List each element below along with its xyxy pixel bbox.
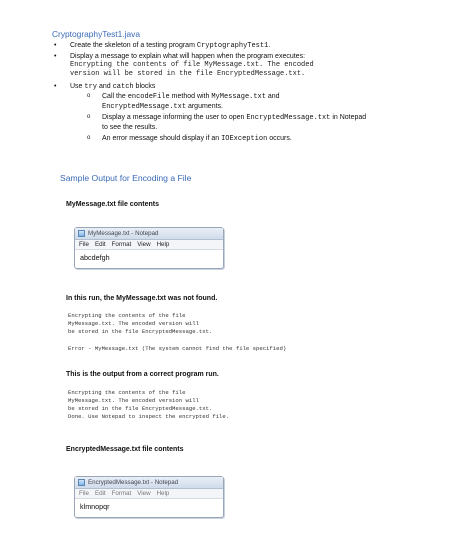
bullet-text: Use <box>70 83 85 90</box>
notepad-text-area[interactable]: klmnopqr <box>80 502 110 511</box>
notepad-window-encrypted <box>74 476 224 518</box>
subbullet-circle: o <box>87 93 91 99</box>
code-encryptedmessage: EncryptedMessage.txt <box>246 114 331 122</box>
code-ioexception: IOException <box>221 135 268 143</box>
document-title: CryptographyTest1.java <box>52 29 140 39</box>
bullet-try-catch <box>70 82 155 92</box>
console-line: be stored in the file EncryptedMessage.txt. <box>68 405 213 412</box>
menu-file[interactable]: File <box>79 241 89 248</box>
bullet-dot: • <box>54 83 57 90</box>
notepad-menubar <box>75 489 223 499</box>
bullet-dot: • <box>54 42 57 49</box>
notepad-window-mymessage <box>74 227 224 269</box>
code-class-name: CryptographyTest1 <box>196 42 269 50</box>
console-error-line: Error - MyMessage.txt (The system cannot find the file specified) <box>68 345 287 352</box>
subbullet-ioexception <box>102 134 292 144</box>
subbullet-text: in Notepad <box>330 114 367 121</box>
bullet-text: and <box>97 83 113 90</box>
menu-file[interactable]: File <box>79 490 89 497</box>
code-message-line-1: Encrypting the contents of file MyMessage.txt. The encoded <box>70 61 314 69</box>
console-line: Encrypting the contents of the file <box>68 312 186 319</box>
subbullet-text: method with <box>169 93 212 100</box>
menu-format[interactable]: Format <box>111 490 132 497</box>
subbullet-text: occurs. <box>267 135 292 142</box>
code-message-line-2: version will be stored in the file EncryptedMessage.txt. <box>70 70 306 78</box>
menu-help[interactable]: Help <box>156 490 170 497</box>
menu-view[interactable]: View <box>137 490 151 497</box>
bullet-text: Create the skeleton of a testing program <box>70 42 197 49</box>
subbullet-text: arguments. <box>186 103 223 110</box>
code-catch: catch <box>112 83 134 91</box>
bullet-text: . <box>268 42 271 49</box>
label-correct-run: This is the output from a correct program run. <box>66 371 219 378</box>
label-encrypted-contents: EncryptedMessage.txt file contents <box>66 446 184 453</box>
subbullet-text: and <box>265 93 280 100</box>
notepad-titlebar[interactable] <box>75 477 223 489</box>
label-not-found-run: In this run, the MyMessage.txt was not found. <box>66 295 218 302</box>
code-encodefile: encodeFile <box>127 93 170 101</box>
notepad-title: MyMessage.txt - Notepad <box>88 230 159 237</box>
console-done-line: Done. Use Notepad to inspect the encrypted file. <box>68 413 230 420</box>
bullet-create-skeleton <box>70 41 270 51</box>
notepad-titlebar[interactable] <box>75 228 223 240</box>
subbullet-text: An error message should display if an <box>102 135 222 142</box>
code-encryptedmessage: EncryptedMessage.txt <box>102 103 187 111</box>
console-line: MyMessage.txt. The encoded version will <box>68 320 199 327</box>
code-try: try <box>84 83 98 91</box>
code-mymessage: MyMessage.txt <box>211 93 266 101</box>
menu-view[interactable]: View <box>137 241 151 248</box>
console-line: Encrypting the contents of the file <box>68 389 186 396</box>
bullet-dot: • <box>54 53 57 60</box>
subbullet-open-notepad-line2: to see the results. <box>102 124 158 131</box>
section-heading: Sample Output for Encoding a File <box>60 173 192 183</box>
subbullet-call-encodefile <box>102 92 280 102</box>
menu-format[interactable]: Format <box>111 241 132 248</box>
subbullet-text: Display a message informing the user to open <box>102 114 247 121</box>
subbullet-circle: o <box>87 114 91 120</box>
notepad-app-icon <box>78 479 85 486</box>
notepad-menubar <box>75 240 223 250</box>
notepad-app-icon <box>78 230 85 237</box>
bullet-text: blocks <box>133 83 156 90</box>
subbullet-call-encodefile-line2 <box>102 102 223 112</box>
menu-edit[interactable]: Edit <box>94 241 106 248</box>
notepad-text-area[interactable]: abcdefgh <box>80 253 110 262</box>
menu-edit[interactable]: Edit <box>94 490 106 497</box>
subbullet-circle: o <box>87 135 91 141</box>
subbullet-open-notepad <box>102 113 366 123</box>
menu-help[interactable]: Help <box>156 241 170 248</box>
label-mymessage-contents: MyMessage.txt file contents <box>66 201 159 208</box>
bullet-display-message: Display a message to explain what will happen when the program executes: <box>70 53 306 60</box>
notepad-title: EncryptedMessage.txt - Notepad <box>88 479 179 486</box>
console-line: be stored in the file EncryptedMessage.txt. <box>68 328 213 335</box>
console-line: MyMessage.txt. The encoded version will <box>68 397 199 404</box>
subbullet-text: Call the <box>102 93 128 100</box>
